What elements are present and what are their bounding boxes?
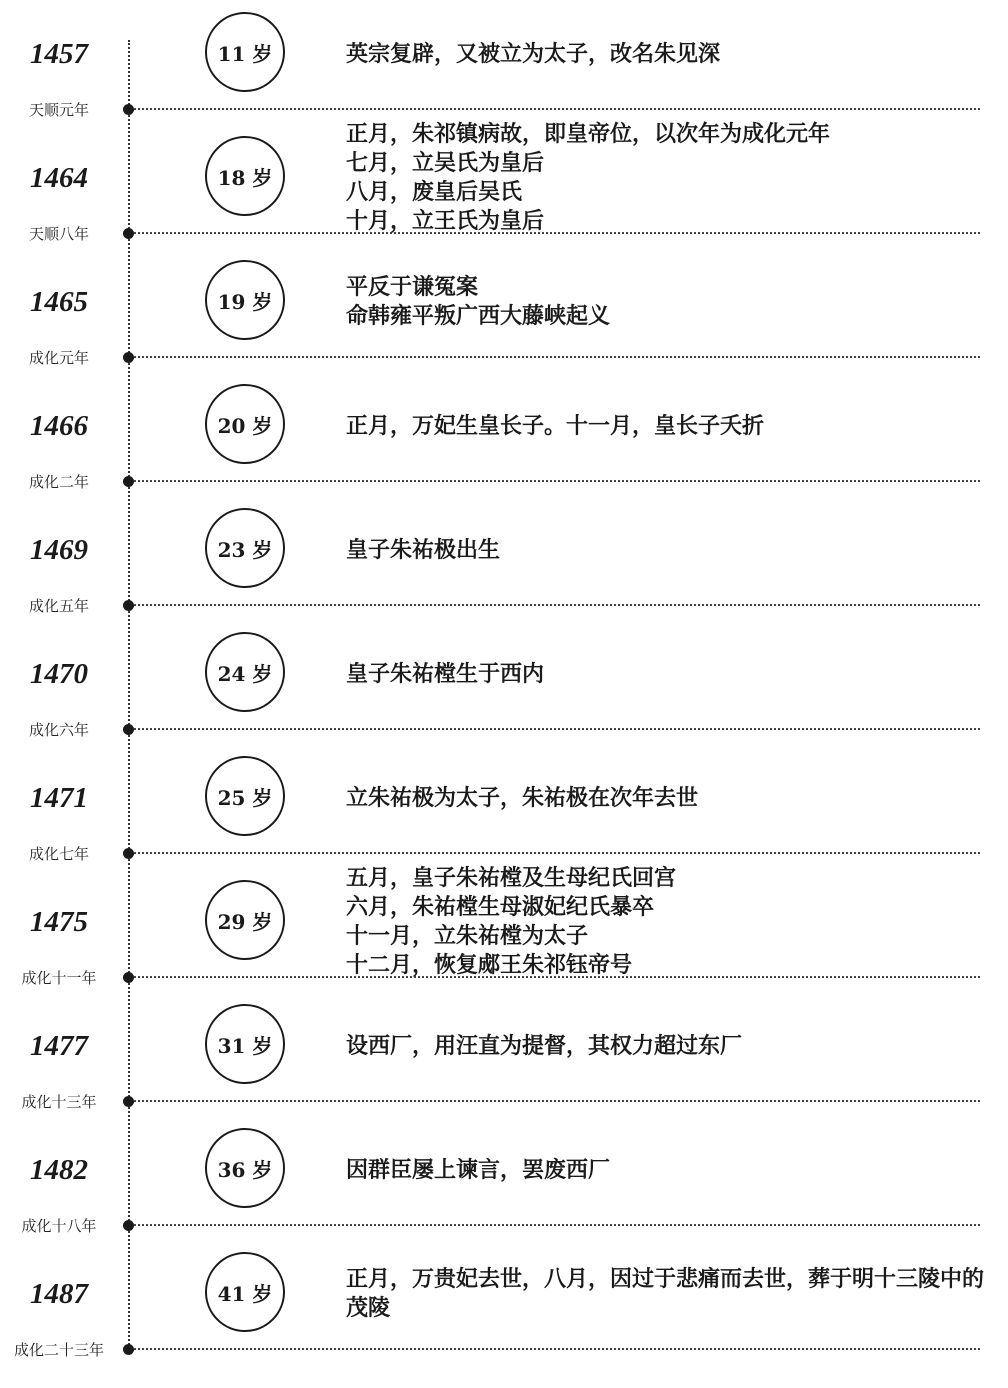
year-label: 1471 (30, 782, 88, 814)
age-label: 20 岁 (217, 413, 273, 438)
event-list (346, 256, 988, 348)
row-separator (134, 1100, 980, 1102)
event-list (346, 1000, 988, 1092)
age-label: 24 岁 (217, 661, 273, 686)
event-text: 十一月，立朱祐樘为太子 (346, 923, 589, 949)
age-circle (205, 1252, 285, 1332)
event-text: 七月，立吴氏为皇后 (346, 150, 545, 176)
event-list (346, 628, 988, 720)
row-separator (134, 1348, 980, 1350)
era-label: 成化二年 (28, 473, 89, 491)
row-separator (134, 604, 980, 606)
age-label: 11 岁 (217, 41, 273, 66)
timeline-row (0, 121, 1008, 248)
timeline-dot (123, 724, 134, 735)
year-label: 1466 (30, 410, 88, 442)
event-text: 因群臣屡上谏言，罢废西厂 (346, 1156, 611, 1183)
age-circle (205, 136, 285, 216)
timeline-dot (123, 104, 134, 115)
age-label: 36 岁 (217, 1157, 273, 1182)
era-label: 成化十三年 (21, 1093, 97, 1111)
timeline-row (0, 372, 1008, 496)
event-text: 十二月，恢复郕王朱祁钰帝号 (346, 952, 633, 978)
year-label: 1482 (30, 1154, 88, 1186)
timeline-row (0, 0, 1008, 124)
age-label: 31 岁 (217, 1033, 273, 1058)
event-text: 六月，朱祐樘生母淑妃纪氏暴卒 (346, 894, 655, 920)
year-label: 1470 (30, 658, 88, 690)
event-text: 八月，废皇后吴氏 (346, 179, 523, 205)
age-label: 18 岁 (217, 165, 273, 190)
event-list (346, 752, 988, 844)
timeline-row (0, 248, 1008, 372)
timeline-dot (123, 352, 134, 363)
timeline-dot (123, 848, 134, 859)
event-text: 皇子朱祐樘生于西内 (346, 660, 545, 687)
timeline-row (0, 1240, 1008, 1364)
year-label: 1457 (30, 38, 88, 70)
era-label: 成化五年 (28, 597, 89, 615)
era-label: 成化七年 (28, 845, 89, 863)
age-circle (205, 384, 285, 464)
year-label: 1469 (30, 534, 88, 566)
age-circle (205, 508, 285, 588)
era-label: 成化十一年 (21, 969, 97, 987)
event-text: 正月，朱祁镇病故，即皇帝位，以次年为成化元年 (346, 121, 831, 147)
age-label: 25 岁 (217, 785, 273, 810)
row-separator (134, 852, 980, 854)
event-list (346, 504, 988, 596)
age-circle (205, 632, 285, 712)
event-list (346, 121, 988, 234)
event-text: 命韩雍平叛广西大藤峡起义 (346, 303, 611, 329)
era-label: 成化十八年 (21, 1217, 97, 1235)
year-label: 1475 (30, 906, 88, 938)
event-text: 正月，万妃生皇长子。十一月，皇长子夭折 (346, 412, 765, 439)
event-list (346, 8, 988, 100)
year-label: 1477 (30, 1030, 88, 1062)
timeline-dot (123, 972, 134, 983)
timeline-row (0, 865, 1008, 992)
timeline-row (0, 496, 1008, 620)
age-circle (205, 1128, 285, 1208)
row-separator (134, 108, 980, 110)
timeline-dot (123, 228, 134, 239)
event-list (346, 865, 988, 978)
age-circle (205, 12, 285, 92)
event-text: 十月，立王氏为皇后 (346, 208, 545, 234)
age-circle (205, 880, 285, 960)
era-label: 天顺八年 (28, 225, 89, 243)
year-label: 1465 (30, 286, 88, 318)
event-list (346, 380, 988, 472)
age-circle (205, 1004, 285, 1084)
timeline-dot (123, 476, 134, 487)
event-text: 英宗复辟，又被立为太子，改名朱见深 (346, 40, 721, 67)
event-text: 皇子朱祐极出生 (346, 536, 501, 563)
timeline-dot (123, 1220, 134, 1231)
event-list (346, 1124, 988, 1216)
event-text: 五月，皇子朱祐樘及生母纪氏回宫 (346, 865, 677, 891)
timeline-dot (123, 600, 134, 611)
era-label: 成化元年 (28, 349, 89, 367)
era-label: 天顺元年 (28, 101, 89, 119)
year-label: 1464 (30, 162, 88, 194)
age-label: 29 岁 (217, 909, 273, 934)
timeline-row (0, 620, 1008, 744)
event-list (346, 1248, 988, 1340)
event-text: 立朱祐极为太子，朱祐极在次年去世 (346, 784, 699, 811)
age-label: 23 岁 (217, 537, 273, 562)
age-circle (205, 756, 285, 836)
row-separator (134, 356, 980, 358)
timeline-row (0, 744, 1008, 868)
timeline-row (0, 1116, 1008, 1240)
era-label: 成化二十三年 (13, 1341, 104, 1359)
age-label: 19 岁 (217, 289, 273, 314)
event-text: 平反于谦冤案 (346, 274, 479, 300)
age-label: 41 岁 (217, 1281, 273, 1306)
row-separator (134, 728, 980, 730)
timeline-dot (123, 1344, 134, 1355)
era-label: 成化六年 (28, 721, 89, 739)
event-text: 正月，万贵妃去世，八月，因过于悲痛而去世，葬于明十三陵中的茂陵 (346, 1266, 985, 1321)
year-label: 1487 (30, 1278, 88, 1310)
row-separator (134, 1224, 980, 1226)
age-circle (205, 260, 285, 340)
row-separator (134, 480, 980, 482)
timeline-dot (123, 1096, 134, 1107)
event-text: 设西厂，用汪直为提督，其权力超过东厂 (346, 1032, 743, 1059)
timeline-row (0, 992, 1008, 1116)
